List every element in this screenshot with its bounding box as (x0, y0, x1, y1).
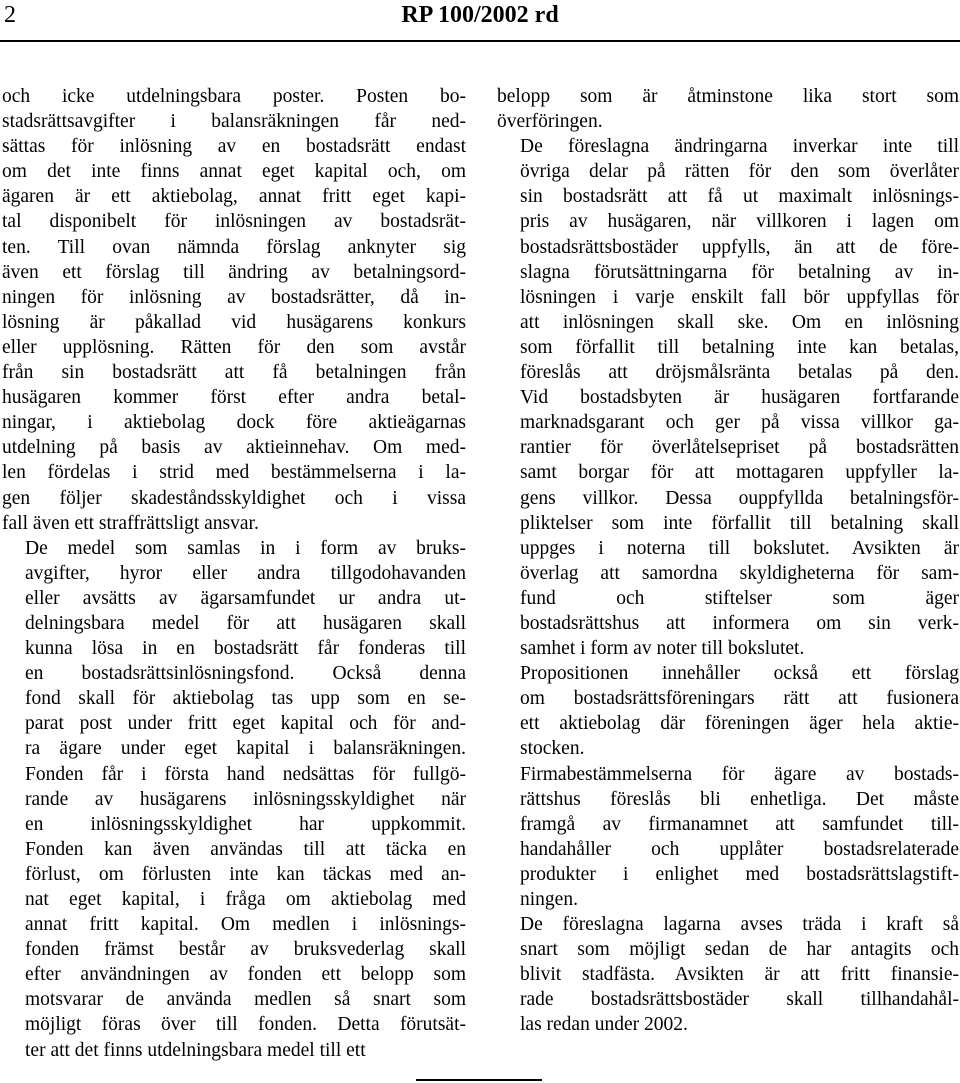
text-line: kunna lösa in en bostadsrätt får fonderas till (25, 638, 466, 660)
text-line: marknadsgarant och ger på vissa villkor ga- (520, 412, 959, 434)
text-line: ter att det finns utdelningsbara medel till ett (25, 1039, 366, 1061)
page-number: 2 (4, 2, 16, 28)
text-line: ett aktiebolag där föreningen äger hela aktie- (520, 713, 959, 735)
text-line: len fördelas i strid med bestämmelserna i la- (2, 462, 466, 484)
paragraph (497, 912, 959, 1037)
text-line: att inlösningen skall ske. Om en inlösning (520, 311, 959, 333)
text-line: delningsbara medel för att husägaren skall (25, 612, 466, 634)
right-column (497, 84, 959, 1038)
text-line: fond skall för aktiebolag tas upp som en se- (25, 688, 466, 710)
text-line: bostadsrättsbostäder uppfylls, än att de före- (520, 236, 959, 258)
text-line: las redan under 2002. (520, 1014, 688, 1036)
text-line: handahåller och upplåter bostadsrelaterade (520, 838, 959, 860)
text-line: om det inte finns annat eget kapital och, om (2, 161, 466, 183)
text-line: Fonden kan även användas till att täcka en (25, 838, 466, 860)
page-header (0, 0, 960, 30)
text-line: rande av husägarens inlösningsskyldighet när (25, 788, 466, 810)
text-line: framgå av firmanamnet att samfundet till- (520, 813, 959, 835)
text-line: gens villkor. Dessa ouppfyllda betalningsför- (520, 487, 959, 509)
text-line: De föreslagna lagarna avses träda i kraft så (520, 914, 959, 936)
paragraph (497, 134, 959, 661)
text-line: produkter i enlighet med bostadsrättslagstift- (520, 863, 959, 885)
text-line: slagna förutsättningarna för betalning av in- (520, 261, 959, 283)
text-line: om bostadsrättsföreningars rätt att fusionera (520, 688, 959, 710)
text-line: lösning är påkallad vid husägarens konkurs (2, 311, 466, 333)
text-line: föreslås att dröjsmålsränta betalas på den. (520, 362, 959, 384)
text-line: möjligt föras över till fonden. Detta förutsät- (25, 1014, 466, 1036)
text-line: sättas för inlösning av en bostadsrätt endast (2, 136, 466, 158)
text-line: samt borgar för att mottagaren uppfyller la- (520, 462, 959, 484)
text-line: blivit stadfästa. Avsikten är att fritt finansie- (520, 964, 959, 986)
text-line: förlust, om förlusten inte kan täckas med an- (25, 863, 466, 885)
text-line: snart som möjligt sedan de har antagits och (520, 939, 959, 961)
paragraph (497, 84, 959, 134)
text-line: eller upplösning. Rätten för den som avstår (2, 336, 466, 358)
text-line: rättshus föreslås bli enhetliga. Det måste (520, 788, 959, 810)
paragraph (2, 84, 466, 536)
text-line: belopp som är åtminstone lika stort som (497, 86, 959, 107)
end-rule (416, 1079, 542, 1081)
text-line: pliktelser som inte förfallit till betalning skall (520, 512, 959, 534)
text-line: överföringen. (497, 111, 603, 133)
text-line: som förfallit till betalning inte kan betalas, (520, 336, 959, 358)
text-line: ningar, i aktiebolag dock före aktieägarnas (2, 412, 466, 434)
text-line: samhet i form av noter till bokslutet. (520, 638, 805, 660)
left-column (2, 84, 466, 1063)
text-line: uppges i noterna till bokslutet. Avsikten är (520, 537, 959, 559)
text-line: nat eget kapital, i fråga om aktiebolag med (25, 889, 466, 910)
paragraph (2, 536, 466, 1063)
text-line: Vid bostadsbyten är husägaren fortfarande (520, 387, 959, 409)
text-line: ägaren är ett aktiebolag, annat fritt eget kapi- (2, 186, 466, 208)
text-line: annat fritt kapital. Om medlen i inlösnings- (25, 914, 466, 936)
text-line: även ett förslag till ändring av betalningsord- (2, 261, 466, 283)
text-line: De medel som samlas in i form av bruks- (25, 537, 466, 559)
text-line: sin bostadsrätt att få ut maximalt inlösnings- (520, 186, 959, 208)
text-line: rade bostadsrättsbostäder skall tillhandahål- (520, 989, 959, 1011)
text-line: utdelning på basis av aktieinnehav. Om med- (2, 437, 466, 459)
text-line: avgifter, hyror eller andra tillgodohavanden (25, 562, 466, 584)
text-line: ningen. (520, 889, 578, 910)
text-line: fonden främst består av bruksvederlag skall (25, 939, 466, 961)
header-rule (0, 40, 960, 42)
text-line: efter användningen av fonden ett belopp som (25, 964, 466, 986)
document-id: RP 100/2002 rd (401, 2, 559, 28)
text-line: fall även ett straffrättsligt ansvar. (2, 512, 259, 534)
text-line: från sin bostadsrätt att få betalningen från (2, 362, 466, 384)
text-line: en inlösningsskyldighet har uppkommit. (25, 813, 466, 835)
text-line: motsvarar de använda medlen så snart som (25, 989, 466, 1011)
text-line: rantier för överlåtelsepriset på bostadsrätten (520, 437, 959, 459)
text-line: tal disponibelt för inlösningen av bostadsrät- (2, 211, 466, 233)
text-line: fund och stiftelser som äger (520, 587, 959, 609)
text-line: parat post under fritt eget kapital och för and- (25, 713, 466, 735)
text-line: lösningen i varje enskilt fall bör uppfyllas för (520, 286, 959, 308)
text-line: ten. Till ovan nämnda förslag anknyter sig (2, 236, 466, 258)
text-line: överlag att samordna skyldigheterna för sam- (520, 562, 959, 584)
paragraph (497, 762, 959, 913)
text-line: husägaren kommer först efter andra betal- (2, 387, 466, 409)
text-line: och icke utdelningsbara poster. Posten bo- (2, 86, 466, 107)
text-line: gen följer skadeståndsskyldighet och i vissa (2, 487, 466, 509)
text-line: ra ägare under eget kapital i balansräkningen. (25, 738, 466, 760)
text-line: ningen för inlösning av bostadsrätter, då in- (2, 286, 466, 308)
text-line: stadsrättsavgifter i balansräkningen får ned- (2, 111, 466, 133)
text-line: stocken. (520, 738, 585, 760)
text-line: De föreslagna ändringarna inverkar inte till (520, 136, 959, 158)
text-line: övriga delar på rätten för den som överlåter (520, 161, 959, 183)
paragraph (497, 661, 959, 761)
text-line: Firmabestämmelserna för ägare av bostads- (520, 763, 959, 785)
text-line: Propositionen innehåller också ett förslag (520, 663, 959, 685)
text-line: Fonden får i första hand nedsättas för fullgö- (25, 763, 466, 785)
text-line: bostadsrättshus att informera om sin verk- (520, 612, 959, 634)
text-line: en bostadsrättsinlösningsfond. Också denna (25, 663, 466, 685)
text-line: eller avsätts av ägarsamfundet ur andra ut- (25, 587, 466, 609)
text-line: pris av husägaren, när villkoren i lagen om (520, 211, 959, 233)
